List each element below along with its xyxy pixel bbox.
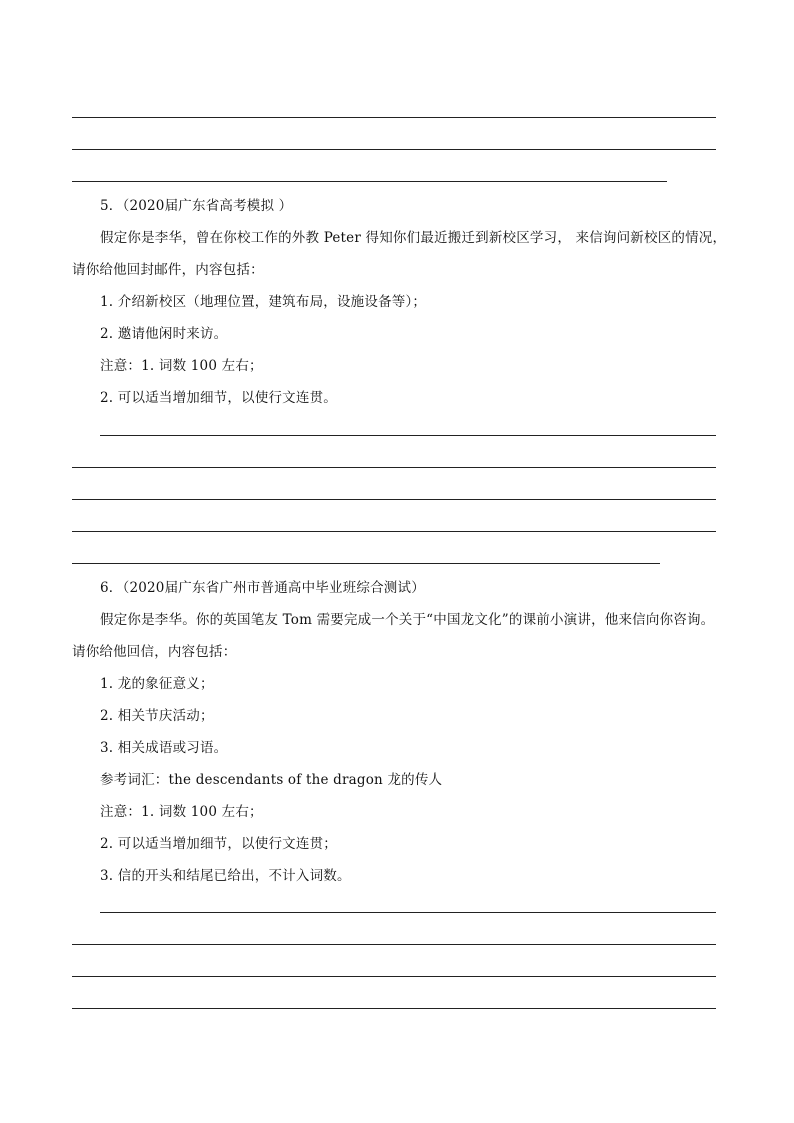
q6-vocab: 参考词汇：the descendants of the dragon 龙的传人: [100, 772, 443, 788]
answer-line: [72, 149, 716, 150]
answer-line: [100, 435, 716, 436]
answer-line: [72, 531, 716, 532]
answer-line: [72, 563, 660, 564]
q5-point2: 2. 邀请他闲时来访。: [100, 326, 228, 342]
q6-header: 6．（2020届广东省广州市普通高中毕业班综合测试）: [100, 580, 425, 596]
answer-line: [72, 181, 667, 182]
answer-line: [72, 944, 716, 945]
q6-point3: 3. 相关成语或习语。: [100, 740, 228, 756]
answer-line: [72, 117, 716, 118]
q6-prompt-line2: 请你给他回信，内容包括：: [72, 644, 237, 660]
q5-prompt-line1: 假定你是李华，曾在你校工作的外教 Peter 得知你们最近搬迁到新校区学习， 来信询问新校区的情况，: [100, 230, 727, 246]
q5-prompt-line2: 请你给他回封邮件，内容包括：: [72, 262, 264, 278]
answer-line: [72, 1008, 716, 1009]
q6-note2: 2. 可以适当增加细节，以使行文连贯；: [100, 836, 337, 852]
answer-line: [100, 912, 716, 913]
q5-note2: 2. 可以适当增加细节，以使行文连贯。: [100, 390, 337, 406]
q5-header: 5．（2020届广东省高考模拟 ）: [100, 198, 293, 214]
q6-point1: 1. 龙的象征意义；: [100, 676, 214, 692]
q6-point2: 2. 相关节庆活动；: [100, 708, 214, 724]
q5-point1: 1. 介绍新校区（地理位置，建筑布局，设施设备等）；: [100, 294, 427, 310]
answer-line: [72, 976, 716, 977]
q6-prompt-line1: 假定你是李华。你的英国笔友 Tom 需要完成一个关于“中国龙文化”的课前小演讲，他来信向你咨询。: [100, 612, 715, 628]
q5-note1: 注意：1. 词数 100 左右；: [100, 358, 263, 374]
answer-line: [72, 467, 716, 468]
q6-note3: 3. 信的开头和结尾已给出，不计入词数。: [100, 868, 351, 884]
q6-note1: 注意：1. 词数 100 左右；: [100, 804, 263, 820]
answer-line: [72, 499, 716, 500]
